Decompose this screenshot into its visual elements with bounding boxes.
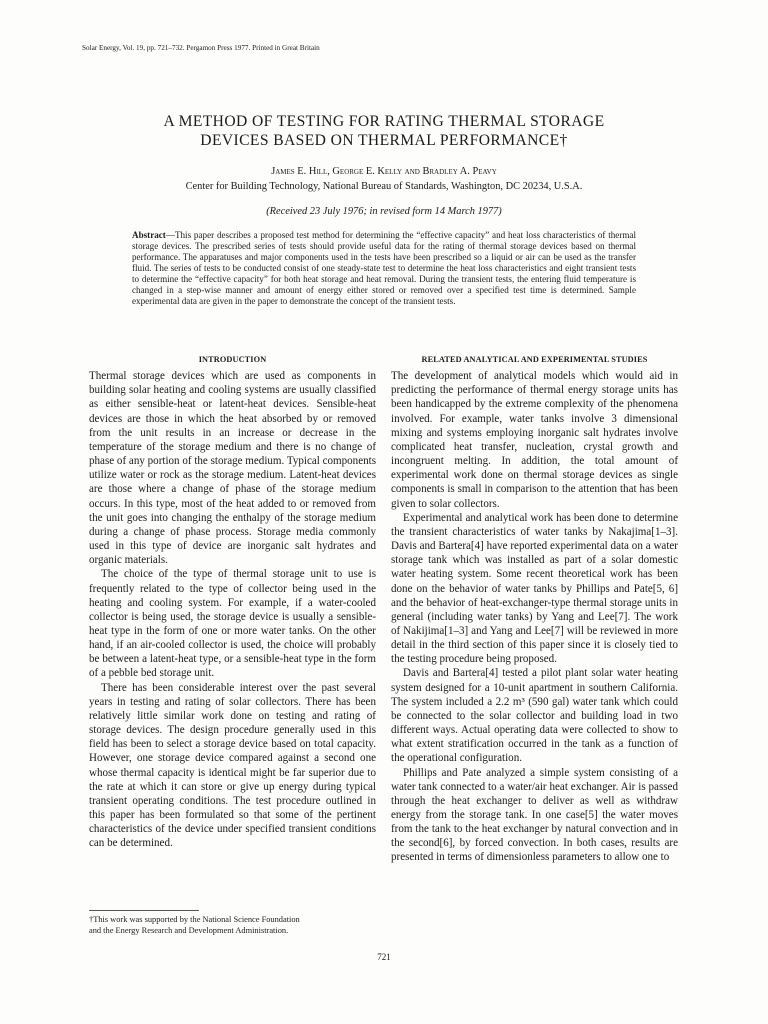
left-column <box>89 353 376 850</box>
received-text: (Received 23 July 1976; in revised form 14 March 1977) <box>266 206 502 217</box>
received-dates <box>0 206 768 217</box>
related-paragraph-2: Experimental and analytical work has been done to determine the transient characteristics of water tanks by Nakajima[1–3]. Davis and Bartera[4] have reported experimental data on a water storage tank which was installed as part of a solar domestic water heating system. Some recent theoretical work has been done on the behavior of water tanks by Phillips and Pate[5, 6] and the behavior of heat-exchanger-type thermal storage units in general (including water tanks) by Yang and Lee[7]. The work of Nakijima[1–3] and Yang and Lee[7] will be reviewed in more detail in the third section of this paper since it is closely tied to the testing procedure being proposed. <box>391 511 678 666</box>
related-paragraph-4: Phillips and Pate analyzed a simple system consisting of a water tank connected to a water/air heat exchanger. Air is passed through the heat exchanger to deliver as well as withdraw energy from the storage tank. In one case[5] the water moves from the tank to the heat exchanger by natural convection and in the second[6], by forced convection. In both cases, results are presented in terms of dimensionless parameters to allow one to <box>391 766 678 864</box>
footnote <box>89 914 376 936</box>
right-column <box>391 353 678 865</box>
related-paragraph-1: The development of analytical models which would aid in predicting the performance of thermal energy storage units has been handicapped by the extreme complexity of the phenomena involved. For example, water tanks involve 3 dimensional mixing and systems employing inorganic salt hydrates involve complicated heat transfer, nucleation, crystal growth and incongruent melting. In addition, the total amount of experimental work done on thermal storage devices as single components is small in comparison to the attention that has been given to solar collectors. <box>391 370 678 510</box>
related-paragraph-3: Davis and Bartera[4] tested a pilot plant solar water heating system designed for a 10-unit apartment in southern California. The system included a 2.2 m³ (590 gal) water tank which could be connected to the solar collector and building load in two different ways. Actual operating data were collected to show to what extent stratification occurred in the tank as a function of the operational configuration. <box>391 667 678 765</box>
intro-paragraph-2: The choice of the type of thermal storage unit to use is frequently related to the type of collector being used in the heating and cooling system. For example, if a water-cooled collector is being used, the storage device is usually a sensible-heat type in the form of one or more water tanks. On the other hand, if an air-cooled collector is used, the choice will probably be between a latent-heat type, or a sensible-heat type in the form of a pebble bed storage unit. <box>89 568 376 680</box>
intro-paragraph-1: Thermal storage devices which are used as components in building solar heating and cooling systems are usually classified as either sensible-heat or latent-heat devices. Sensible-heat devices are those in which the heat absorbed by or removed from the unit results in an increase or decrease in the temperature of the storage medium and there is no change of phase of any portion of the storage medium. Typical components utilize water or rock as the storage medium. Latent-heat devices are those where a change of phase of the storage medium occurs. In this type, most of the heat added to or removed from the unit goes into changing the enthalpy of the storage medium during a change of phase process. Storage media commonly used in this type of device are inorganic salt hydrates and organic materials. <box>89 370 376 567</box>
abstract-text: —This paper describes a proposed test method for determining the “effective capacity” and heat loss characteristics of thermal storage devices. The prescribed series of tests should provide useful data for the rating of thermal storage devices based on thermal performance. The apparatuses and major components used in the tests have been prescribed so a liquid or air can be used as the transfer fluid. The series of tests to be conducted consist of one steady-state test to determine the heat loss characteristics and eight transient tests to determine the “effective capacity” for both heat storage and heat removal. During the transient tests, the entering fluid temperature is changed in a step-wise manner and amount of energy either stored or removed over a specified test time is determined. Sample experimental data are given in the paper to demonstrate the concept of the transient tests. <box>132 230 636 307</box>
section-heading-related-studies: RELATED ANALYTICAL AND EXPERIMENTAL STUDIES <box>421 355 648 364</box>
title-line-2: DEVICES BASED ON THERMAL PERFORMANCE† <box>200 132 568 149</box>
footnote-line-2: and the Energy Research and Development Administration. <box>89 926 289 935</box>
title-line-1: A METHOD OF TESTING FOR RATING THERMAL STORAGE <box>163 113 605 130</box>
journal-citation: Solar Energy, Vol. 19, pp. 721–732. Pergamon Press 1977. Printed in Great Britain <box>82 44 320 52</box>
footnote-rule <box>89 910 199 911</box>
section-heading-introduction: INTRODUCTION <box>198 355 267 364</box>
page-number: 721 <box>377 952 391 962</box>
authors: James E. Hill, George E. Kelly and Bradley A. Peavy <box>271 166 497 177</box>
footnote-line-1: †This work was supported by the National Science Foundation <box>89 915 300 924</box>
article-title <box>0 112 768 150</box>
affiliation: Center for Building Technology, National Bureau of Standards, Washington, DC 20234, U.S.A. <box>185 181 583 192</box>
abstract <box>132 230 636 307</box>
intro-paragraph-3: There has been considerable interest over the past several years in testing and rating of solar collectors. There has been relatively little similar work done on testing and rating of storage devices. The design procedure generally used in this field has been to select a storage device based on total capacity. However, one storage device compared against a second one whose thermal capacity is identical might be far superior due to the rate at which it can store or give up energy during typical transient operating conditions. The test procedure outlined in this paper has been formulated so that some of the pertinent characteristics of the device under specified transient conditions can be determined. <box>89 681 376 850</box>
abstract-label: Abstract <box>132 230 166 240</box>
